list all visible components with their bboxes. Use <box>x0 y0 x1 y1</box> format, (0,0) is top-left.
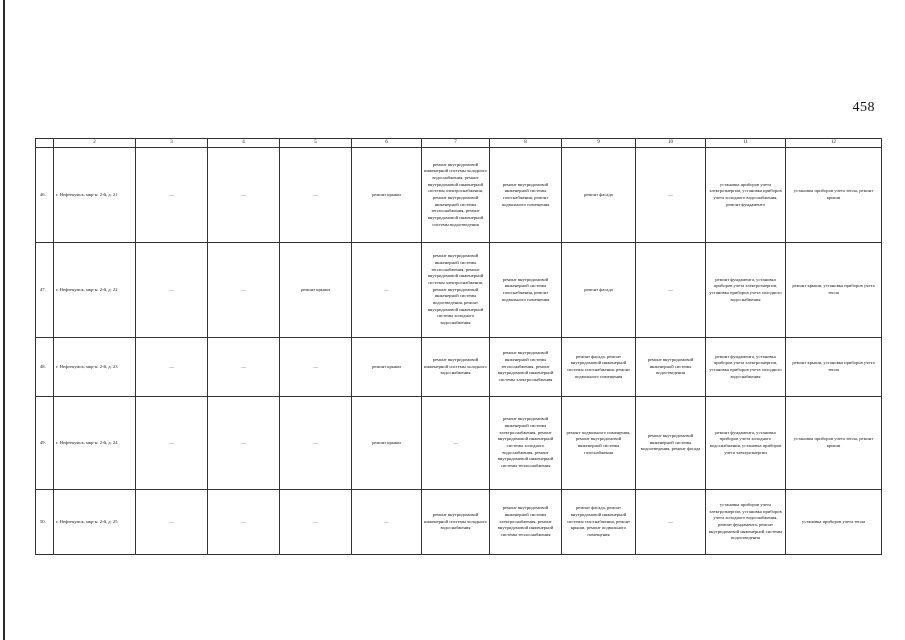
table-cell: ремонт крыши <box>352 148 422 243</box>
table-row <box>36 397 882 490</box>
table-cell: ремонт фасада <box>562 148 636 243</box>
table-cell: — <box>636 243 706 338</box>
table-cell: — <box>422 397 490 490</box>
table-cell: — <box>136 243 208 338</box>
table-cell: ремонт крыши <box>280 243 352 338</box>
table-cell: ремонт внутридомовой инженерной системы электроснабжения, ремонт внутридомовой инженерной системы теплоснабжения <box>490 490 562 555</box>
table-cell: — <box>208 397 280 490</box>
row-number: 46. <box>36 148 54 243</box>
table-cell: установка приборов учета тепла <box>786 490 882 555</box>
row-address: г. Нефтекумск, мкр-н. 2-й, д. 23 <box>54 338 136 397</box>
table-cell: установка приборов учета электроэнергии, установка приборов учета холодного водоснабжения, ремонт фундамента, ремонт внутридомовой инженерной системы водоотведения <box>706 490 786 555</box>
table-cell: — <box>208 338 280 397</box>
table-cell: — <box>208 148 280 243</box>
page-number: 458 <box>852 100 875 115</box>
row-number: 49. <box>36 397 54 490</box>
header-cell: 8 <box>490 139 562 148</box>
table-cell: — <box>280 397 352 490</box>
table-cell: ремонт внутридомовой инженерной системы холодного водоснабжения, ремонт внутридомовой инженерной системы электроснабжения, ремонт внутридомовой инженерной системы теплоснабжения, ремонт внутридомовой инженерной системы водоотведения <box>422 148 490 243</box>
header-cell: 9 <box>562 139 636 148</box>
table-cell: ремонт внутридомовой инженерной системы газоснабжения, ремонт подвального помещения <box>490 148 562 243</box>
table-header-row <box>36 139 882 148</box>
row-address: г. Нефтекумск, мкр-н. 2-й, д. 25 <box>54 490 136 555</box>
table-cell: ремонт крыши <box>352 397 422 490</box>
table-cell: ремонт крыши <box>352 338 422 397</box>
row-number: 47. <box>36 243 54 338</box>
table-cell: ремонт подвального помещения, ремонт внутридомовой инженерной системы газоснабжения <box>562 397 636 490</box>
header-cell: 7 <box>422 139 490 148</box>
table-cell: установка приборов учета тепла, ремонт крыши <box>786 397 882 490</box>
header-cell: 11 <box>706 139 786 148</box>
table-cell: — <box>208 243 280 338</box>
table-cell: — <box>280 490 352 555</box>
table-cell: ремонт внутридомовой инженерной системы водоотведения, ремонт фасада <box>636 397 706 490</box>
header-cell: 3 <box>136 139 208 148</box>
table-cell: ремонт внутридомовой инженерной системы холодного водоснабжения <box>422 338 490 397</box>
header-cell <box>36 139 54 148</box>
table-cell: — <box>636 148 706 243</box>
table-cell: ремонт внутридомовой инженерной системы теплоснабжения, ремонт внутридомовой инженерной системы электроснабжения <box>490 338 562 397</box>
table-cell: — <box>352 490 422 555</box>
table-cell: — <box>136 148 208 243</box>
table-cell: ремонт фундамента, установка приборов учета электроэнергии, установка приборов учета холодного водоснабжения <box>706 338 786 397</box>
scan-margin-line <box>3 0 5 640</box>
table-row <box>36 338 882 397</box>
table-cell: ремонт крыши, установка приборов учета тепла <box>786 243 882 338</box>
table-cell: ремонт внутридомовой инженерной системы теплоснабжения, ремонт внутридомовой инженерной системы электроснабжения, ремонт внутридомовой инженерной системы водоотведения, ремонт внутридомовой инженерной системы холодного водоснабжения <box>422 243 490 338</box>
table-cell: — <box>280 338 352 397</box>
table-cell: — <box>352 243 422 338</box>
table-cell: — <box>280 148 352 243</box>
table-cell: установка приборов учета тепла, ремонт крыши <box>786 148 882 243</box>
header-cell: 5 <box>280 139 352 148</box>
row-number: 50. <box>36 490 54 555</box>
table-cell: ремонт фундамента, установка приборов учета холодного водоснабжения, установка приборов учета электроэнергии <box>706 397 786 490</box>
table-cell: — <box>136 490 208 555</box>
header-cell: 4 <box>208 139 280 148</box>
table-row <box>36 490 882 555</box>
table-cell: ремонт фасада <box>562 243 636 338</box>
table-cell: ремонт крыши, установка приборов учета тепла <box>786 338 882 397</box>
header-cell: 10 <box>636 139 706 148</box>
table-row <box>36 148 882 243</box>
header-cell: 12 <box>786 139 882 148</box>
header-cell: 2 <box>54 139 136 148</box>
table-row <box>36 243 882 338</box>
table-cell: ремонт фасада, ремонт внутридомовой инженерной системы газоснабжения, ремонт крыши, ремонт подвального помещения <box>562 490 636 555</box>
repair-schedule-table <box>35 138 882 555</box>
header-cell: 6 <box>352 139 422 148</box>
table-cell: — <box>636 490 706 555</box>
table-cell: ремонт внутридомовой инженерной системы электроснабжения, ремонт внутридомовой инженерной системы холодного водоснабжения, ремонт внутридомовой инженерной системы теплоснабжения <box>490 397 562 490</box>
table-cell: ремонт фасада, ремонт внутридомовой инженерной системы газоснабжения, ремонт подвального помещения <box>562 338 636 397</box>
table-cell: ремонт внутридомовой инженерной системы холодного водоснабжения <box>422 490 490 555</box>
row-address: г. Нефтекумск, мкр-н. 2-й, д. 24 <box>54 397 136 490</box>
table-cell: ремонт внутридомовой инженерной системы водоотведения <box>636 338 706 397</box>
table-cell: установка приборов учета электроэнергии, установка приборов учета холодного водоснабжения, ремонт фундамента <box>706 148 786 243</box>
table-cell: — <box>136 397 208 490</box>
table-cell: — <box>136 338 208 397</box>
row-address: г. Нефтекумск, мкр-н. 2-й, д. 22 <box>54 243 136 338</box>
row-number: 48. <box>36 338 54 397</box>
table-cell: — <box>208 490 280 555</box>
table-cell: ремонт фундамента, установка приборов учета электроэнергии, установка приборов учета холодного водоснабжения <box>706 243 786 338</box>
row-address: г. Нефтекумск, мкр-н. 2-й, д. 21 <box>54 148 136 243</box>
table-cell: ремонт внутридомовой инженерной системы газоснабжения, ремонт подвального помещения <box>490 243 562 338</box>
